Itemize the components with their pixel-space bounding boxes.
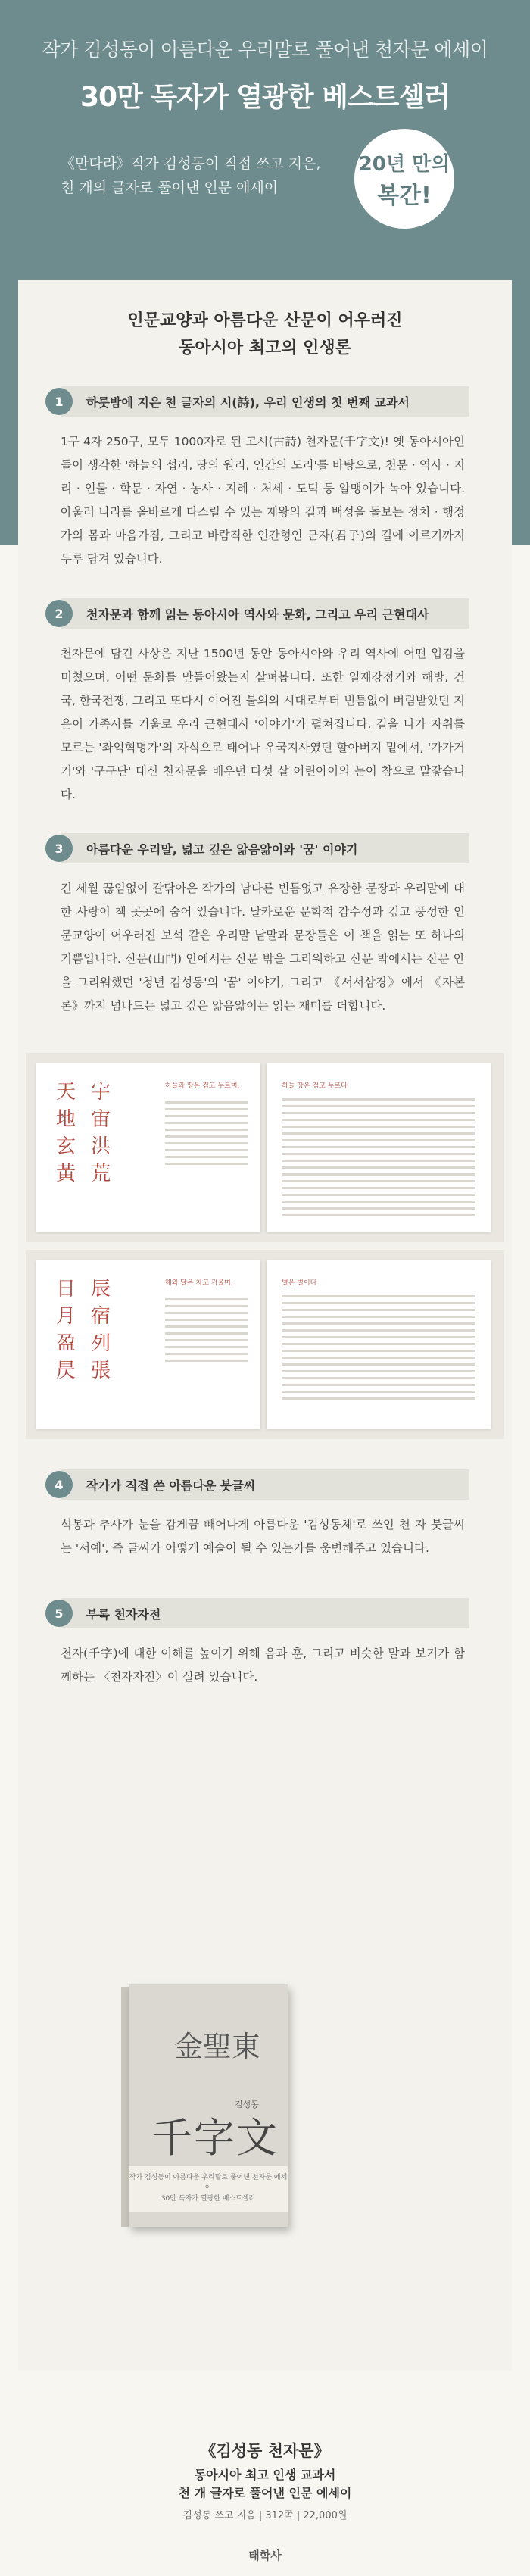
cover-author-hanja: 金聖東 [174,2030,261,2063]
band-line-2: 30만 독자가 열광한 베스트셀러 [161,2195,256,2203]
cover-author: 김성동 [235,2100,259,2109]
book-title: 《김성동 천자문》 [200,2442,330,2460]
section-header [55,1598,469,1628]
text-lines [282,1098,475,1221]
hanja-column: 日 月 盈 昃 [55,1278,76,1382]
spread-caption: 해와 달은 차고 기울며, [165,1279,233,1287]
hero-headline: 30만 독자가 열광한 베스트셀러 [80,82,450,113]
spread-right-page [267,1260,491,1429]
section-1 [55,386,469,571]
section-body: 천자(千字)에 대한 이해를 높이기 위해 음과 훈, 그리고 비슷한 말과 보기가 함께하는 〈천자자전〉이 실려 있습니다. [61,1647,465,1684]
book-cover [129,1984,288,2227]
section-5 [55,1598,469,1689]
section-body: 1구 4자 250구, 모두 1000자로 된 고시(古詩) 천자문(千字文)! 옛 동아시아인들이 생각한 '하늘의 섭리, 땅의 원리, 인간의 도리'를 바탕으로, 천문 · 역사 · 지리 · 인물 · 학문 · 자연 · 농사 · 지혜 · 처세 · 도덕 등 알맹이가 녹아 있습니다. 아울러 나라를 올바르게 다스릴 수 있는 제왕의 길과 백성을 돌보는 정치 · 행정가의 몸과 마음가짐, 그리고 바람직한 인간형인 군자(君子)의 길에 이르기까지 두루 담겨 있습니다. [61,435,465,566]
intro-heading [18,280,512,362]
section-title: 천자문과 함께 읽는 동아시아 역사와 문화, 그리고 우리 근현대사 [86,607,429,622]
spread-caption: 하늘과 땅은 검고 누르며, [165,1082,240,1090]
text-lines [165,1298,248,1366]
hanja-column: 天 地 玄 黃 [55,1081,76,1185]
hanja-column: 辰 宿 列 張 [90,1278,111,1382]
book-spread-1 [26,1053,504,1242]
section-title: 하룻밤에 지은 천 글자의 시(詩), 우리 인생의 첫 번째 교과서 [86,395,410,410]
badge-line-1: 20년 만의 [358,152,450,176]
hero-subtitle-line: 《만다라》작가 김성동이 직접 쓰고 지은, [61,155,321,172]
section-body: 석봉과 추사가 눈을 감게끔 빼어나게 아름다운 '김성동체'로 쓰인 천 자 붓글씨는 '서예', 즉 글씨가 어떻게 예술이 될 수 있는가를 웅변해주고 있습니다. [61,1518,465,1555]
badge-line-2: 복간! [377,182,432,209]
section-number: 3 [45,835,73,862]
section-2 [55,598,469,807]
section-body: 천자문에 담긴 사상은 지난 1500년 동안 동아시아와 우리 역사에 어떤 입김을 미쳤으며, 어떤 문화를 만들어왔는지 살펴봅니다. 또한 일제강점기와 해방, 건국, 한국전쟁, 그리고 또다시 이어진 불의의 시대로부터 빈틈없이 버림받았던 지은이 가족사를 거울로 우리 근현대사 '이야기'가 펼쳐집니다. 길을 나가 자취를 모르는 '좌익혁명가'의 자식으로 태어나 우국지사였던 할아버지 밑에서, '가가거거'와 '구구단' 대신 천자문을 배우던 다섯 살 어린아이의 눈이 참으로 말갛습니다. [61,647,465,801]
spread-left-page [36,1260,260,1429]
reissue-badge [354,129,454,229]
section-number: 4 [45,1471,73,1498]
band-line-1: 작가 김성동이 아름다운 우리말로 풀어낸 천자문 에세이 [129,2174,288,2192]
book-spread-2 [26,1250,504,1439]
spread-left-page [36,1063,260,1232]
publisher-logo: 태학사 [248,2549,282,2562]
cover-band [129,2166,288,2212]
spread-right-title: 하늘 땅은 검고 누르다 [282,1082,348,1090]
section-title: 작가가 직접 쓴 아름다운 붓글씨 [86,1478,256,1493]
section-header [55,1469,469,1500]
hero-subtitle-line: 천 개의 글자로 풀어낸 인문 에세이 [61,180,279,196]
text-lines [282,1295,475,1404]
intro-line-2: 동아시아 최고의 인생론 [179,339,351,358]
text-lines [165,1101,248,1169]
spread-right-page [267,1063,491,1232]
section-number: 5 [45,1600,73,1627]
book-meta: 김성동 쓰고 지음 | 312쪽 | 22,000원 [182,2510,348,2521]
tagline-line-2: 천 개 글자로 풀어낸 인문 에세이 [178,2486,352,2500]
tagline-line-1: 동아시아 최고 인생 교과서 [194,2468,336,2482]
section-number: 1 [45,388,73,415]
section-number: 2 [45,600,73,627]
section-header [55,386,469,417]
section-header [55,598,469,629]
section-header [55,833,469,863]
section-title: 부록 천자자전 [86,1606,161,1622]
section-title: 아름다운 우리말, 넓고 깊은 앎음앎이와 '꿈' 이야기 [86,841,358,857]
section-3 [55,833,469,1018]
cover-title: 千字文 [151,2114,279,2162]
hero-kicker: 작가 김성동이 아름다운 우리말로 풀어낸 천자문 에세이 [42,39,488,61]
section-body: 긴 세월 끊임없이 갈닦아온 작가의 남다른 빈틈없고 유장한 문장과 우리말에 대한 사랑이 책 곳곳에 숨어 있습니다. 날카로운 문학적 감수성과 깊고 풍성한 인문교양이 어우러진 보석 같은 우리말 낱말과 문장들은 이 책을 읽는 또 하나의 기쁨입니다. 산문(山門) 안에서는 산문 밖을 그리워하고 산문 밖에서는 산문 안을 그리워했던 '청년 김성동'의 '꿈' 이야기, 그리고 《서서삼경》에서 《자본론》까지 넘나드는 넓고 깊은 앎음앎이는 읽는 재미를 더합니다. [61,882,465,1013]
book-tagline [0,2466,530,2503]
hanja-column: 宇 宙 洪 荒 [90,1081,111,1185]
hero-subtitle [61,151,321,200]
section-4 [55,1469,469,1560]
intro-line-1: 인문교양과 아름다운 산문이 어우러진 [127,311,403,330]
book-info [0,2439,530,2563]
spread-right-title: 별은 벌이다 [282,1279,317,1287]
